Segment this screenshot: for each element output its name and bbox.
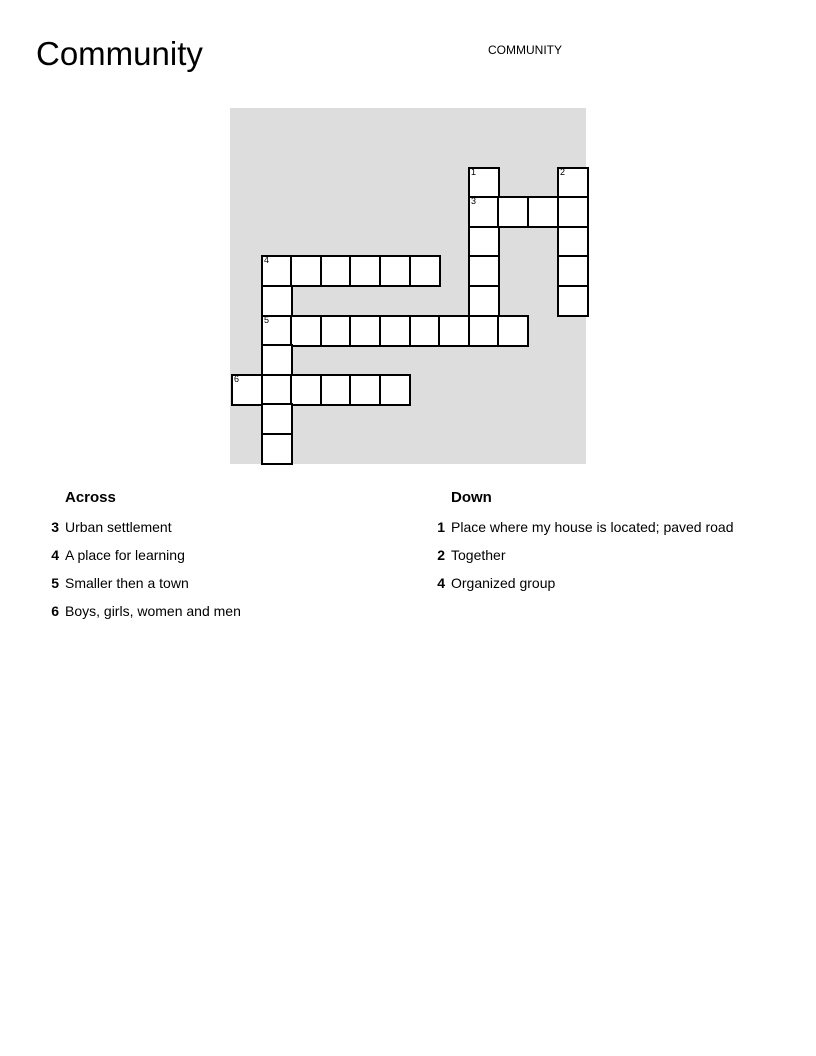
puzzle-name: COMMUNITY — [488, 43, 562, 57]
clue-number: 2 — [437, 547, 445, 563]
clue-across-item — [40, 574, 380, 602]
grid-cell[interactable] — [231, 374, 263, 406]
clue-text: Place where my house is located; paved road — [451, 519, 734, 535]
across-clues — [40, 488, 380, 630]
grid-cell[interactable] — [468, 196, 500, 228]
down-clues — [426, 488, 766, 602]
grid-cell[interactable] — [261, 433, 293, 465]
clue-number: 1 — [437, 519, 445, 535]
grid-cell[interactable] — [320, 374, 352, 406]
grid-cell[interactable] — [468, 315, 500, 347]
down-heading: Down — [451, 489, 492, 506]
grid-cell[interactable] — [261, 255, 293, 287]
grid-cell[interactable] — [379, 315, 411, 347]
grid-cell[interactable] — [320, 255, 352, 287]
grid-cell[interactable] — [261, 403, 293, 435]
clue-down-item — [426, 546, 766, 574]
grid-cell[interactable] — [527, 196, 559, 228]
grid-cell[interactable] — [468, 167, 500, 199]
grid-cell[interactable] — [261, 344, 293, 376]
grid-cell[interactable] — [557, 226, 589, 258]
cell-number: 1 — [471, 167, 477, 177]
clue-text: Organized group — [451, 575, 556, 591]
clue-across-item — [40, 546, 380, 574]
grid-cell[interactable] — [261, 285, 293, 317]
clue-number: 5 — [51, 575, 59, 591]
grid-cell[interactable] — [349, 374, 381, 406]
grid-cell[interactable] — [468, 255, 500, 287]
grid-cell[interactable] — [497, 196, 529, 228]
page-title: Community — [36, 35, 203, 72]
clue-text: A place for learning — [65, 547, 185, 563]
grid-cell[interactable] — [290, 315, 322, 347]
grid-cell[interactable] — [557, 167, 589, 199]
clue-number: 4 — [51, 547, 59, 563]
grid-cell[interactable] — [497, 315, 529, 347]
grid-cell[interactable] — [379, 255, 411, 287]
grid-cell[interactable] — [320, 315, 352, 347]
clue-down-item — [426, 518, 766, 546]
grid-cell[interactable] — [290, 255, 322, 287]
clue-across-item — [40, 518, 380, 546]
grid-cell[interactable] — [468, 285, 500, 317]
cell-number: 3 — [471, 196, 477, 206]
crossword-grid — [230, 108, 586, 464]
cell-number: 4 — [264, 255, 270, 265]
grid-cell[interactable] — [261, 374, 293, 406]
clue-number: 4 — [437, 575, 445, 591]
grid-cell[interactable] — [349, 315, 381, 347]
clue-across-item — [40, 602, 380, 630]
grid-cell[interactable] — [379, 374, 411, 406]
cell-number: 5 — [264, 315, 270, 325]
grid-cell[interactable] — [438, 315, 470, 347]
clue-down-item — [426, 574, 766, 602]
cell-number: 2 — [560, 167, 566, 177]
grid-cell[interactable] — [557, 196, 589, 228]
grid-cell[interactable] — [349, 255, 381, 287]
grid-cell[interactable] — [468, 226, 500, 258]
grid-cell[interactable] — [557, 255, 589, 287]
clue-number: 3 — [51, 519, 59, 535]
clue-text: Boys, girls, women and men — [65, 603, 241, 619]
grid-cell[interactable] — [557, 285, 589, 317]
cell-number: 6 — [234, 374, 240, 384]
across-heading: Across — [65, 489, 116, 506]
clue-text: Urban settlement — [65, 519, 172, 535]
clue-text: Smaller then a town — [65, 575, 189, 591]
grid-cell[interactable] — [409, 315, 441, 347]
grid-cell[interactable] — [290, 374, 322, 406]
clue-number: 6 — [51, 603, 59, 619]
grid-cell[interactable] — [409, 255, 441, 287]
grid-cell[interactable] — [261, 315, 293, 347]
clue-text: Together — [451, 547, 506, 563]
